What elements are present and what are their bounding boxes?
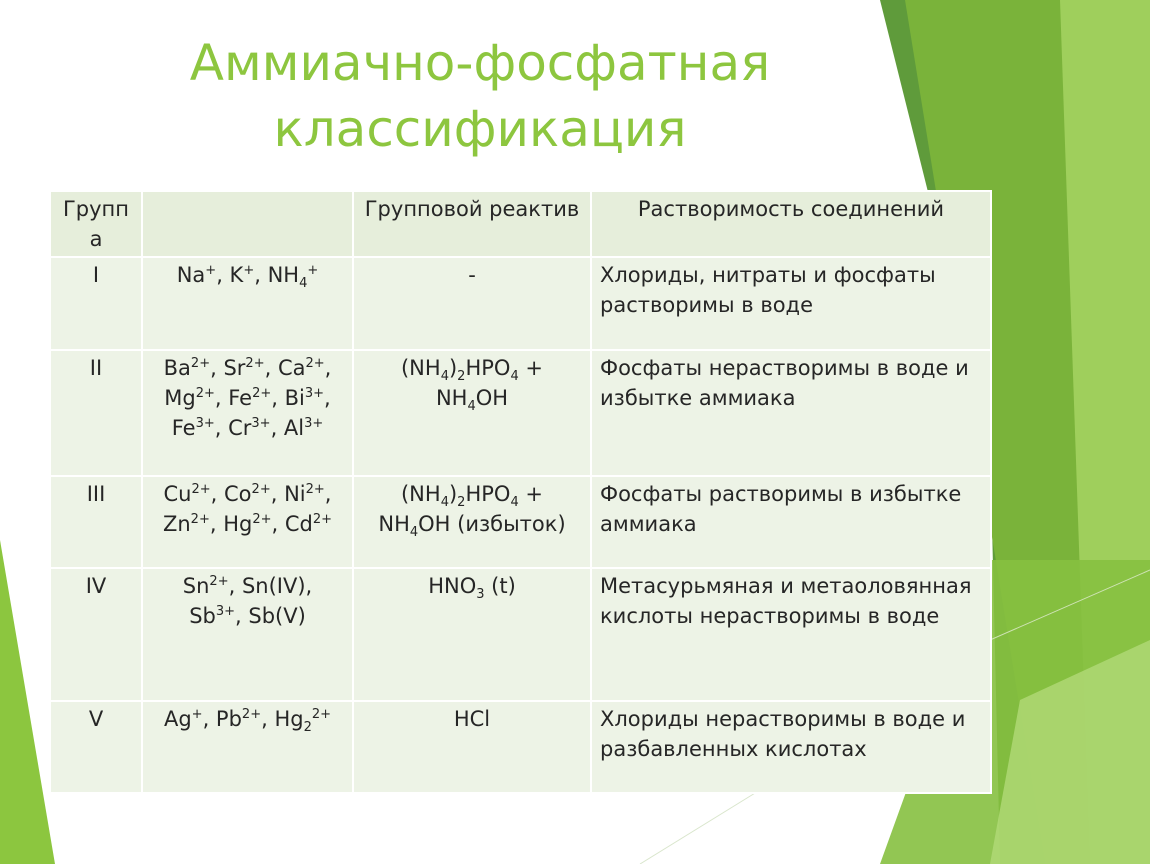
solubility-cell: Метасурьмяная и метаоловянная кислоты нерастворимы в воде [591, 568, 991, 701]
faint-diagonal-line [640, 790, 760, 864]
solubility-cell: Фосфаты нерастворимы в воде и избытке аммиака [591, 350, 991, 476]
solubility-cell: Фосфаты растворимы в избытке аммиака [591, 476, 991, 568]
table-header-row [50, 191, 991, 257]
table-row [50, 476, 991, 568]
slide-title [120, 30, 840, 162]
group-number-cell: III [50, 476, 142, 568]
header-reagent: Групповой реактив [353, 191, 591, 257]
cations-cell: $Cu^{2+}$, $Co^{2+}$, $Ni^{2+}$, $Zn^{2+}$, $Hg^{2+}$, $Cd^{2+}$ [142, 476, 353, 568]
cations-cell: Ag+, $Pb^{2+}$, $Hg_2^{2+}$ [142, 701, 353, 793]
left-green-sliver [0, 540, 55, 864]
solubility-cell: Хлориды нерастворимы в воде и разбавленных кислотах [591, 701, 991, 793]
cations-cell: $Ba^{2+}$, $Sr^{2+}$, $Ca^{2+}$, $Mg^{2+}$, $Fe^{2+}$, $Bi^{3+}$, $Fe^{3+}$, $Cr^{3+}$, $Al^{3+}$ [142, 350, 353, 476]
cations-cell: $Sn^{2+}$, Sn(IV), $Sb^{3+}$, Sb(V) [142, 568, 353, 701]
group-number-cell: I [50, 257, 142, 350]
group-reagent-cell: $(NH_4)_2HPO_4$ + $NH_4OH$ [353, 350, 591, 476]
classification-table [49, 190, 992, 794]
group-number-cell: IV [50, 568, 142, 701]
table-row [50, 701, 991, 793]
group-reagent-cell: - [353, 257, 591, 350]
table-row [50, 568, 991, 701]
header-solubility: Растворимость соединений [591, 191, 991, 257]
group-reagent-cell: HCl [353, 701, 591, 793]
table-row [50, 350, 991, 476]
group-number-cell: V [50, 701, 142, 793]
slide-title-line-2: классификация [273, 100, 687, 158]
cations-cell: Na+, K+, $NH_4^+$ [142, 257, 353, 350]
group-reagent-cell: $HNO_3$ (t) [353, 568, 591, 701]
group-reagent-cell: $(NH_4)_2HPO_4$ + $NH_4OH$ (избыток) [353, 476, 591, 568]
table-row [50, 257, 991, 350]
group-number-cell: II [50, 350, 142, 476]
table-body [50, 257, 991, 793]
solubility-cell: Хлориды, нитраты и фосфаты растворимы в воде [591, 257, 991, 350]
header-group: Групп а [50, 191, 142, 257]
slide-title-line-1: Аммиачно-фосфатная [189, 34, 771, 92]
header-cations [142, 191, 353, 257]
